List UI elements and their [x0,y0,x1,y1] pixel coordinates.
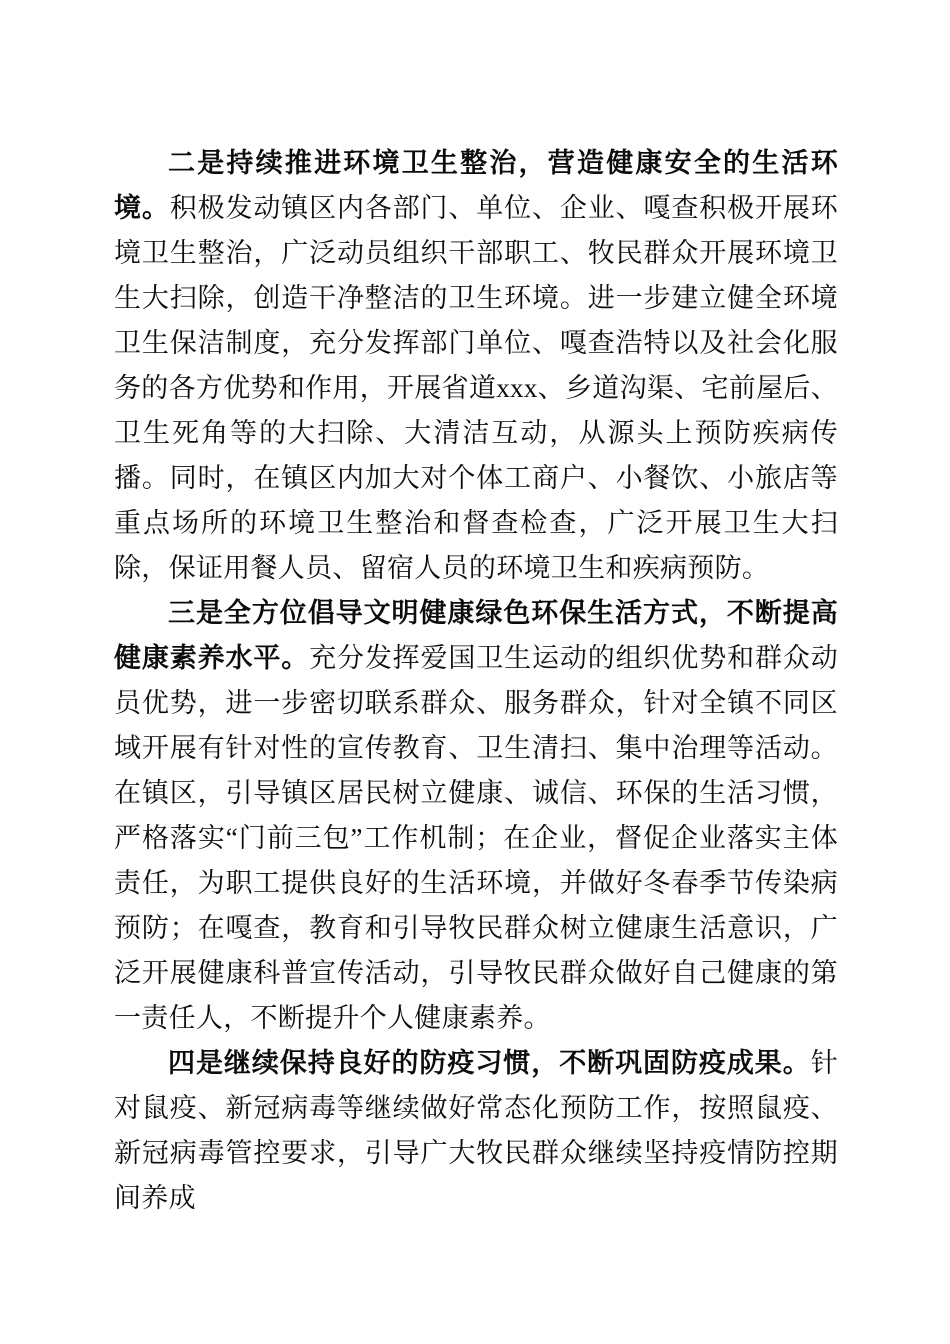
paragraph-2-environment-sanitation [114,141,838,591]
paragraph-lead: 三是全方位倡导文明健康绿色环保生活方式，不断提高健康素养水平。 [114,598,838,673]
paragraph-text: 积极发动镇区内各部门、单位、企业、嘎查积极开展环境卫生整治，广泛动员组织干部职工、牧民群众开展环境卫生大扫除，创造干净整洁的卫生环境。进一步建立健全环境卫生保洁制度，充分发挥部门单位、嘎查浩特以及社会化服务的各方优势和作用，开展省道xxx、乡道沟渠、宅前屋后、卫生死角等的大扫除、大清洁互动，从源头上预防疾病传播。同时，在镇区内加大对个体工商户、小餐饮、小旅店等重点场所的环境卫生整治和督查检查，广泛开展卫生大扫除，保证用餐人员、留宿人员的环境卫生和疾病预防。 [114,193,839,583]
paragraph-text: 针对鼠疫、新冠病毒等继续做好常态化预防工作，按照鼠疫、新冠病毒管控要求，引导广大牧民群众继续坚持疫情防控期间养成 [114,1048,838,1213]
paragraph-lead: 四是继续保持良好的防疫习惯，不断巩固防疫成果。 [168,1048,811,1078]
paragraph-3-healthy-lifestyle [114,591,838,1041]
paragraph-4-epidemic-prevention [114,1041,838,1221]
paragraph-text: 充分发挥爱国卫生运动的组织优势和群众动员优势，进一步密切联系群众、服务群众，针对全镇不同区域开展有针对性的宣传教育、卫生清扫、集中治理等活动。在镇区，引导镇区居民树立健康、诚信、环保的生活习惯，严格落实“门前三包”工作机制；在企业，督促企业落实主体责任，为职工提供良好的生活环境，并做好冬春季节传染病预防；在嘎查，教育和引导牧民群众树立健康生活意识，广泛开展健康科普宣传活动，引导牧民群众做好自己健康的第一责任人，不断提升个人健康素养。 [114,643,838,1033]
document-body [114,141,838,1221]
paragraph-lead: 二是持续推进环境卫生整治，营造健康安全的生活环境。 [114,148,838,223]
